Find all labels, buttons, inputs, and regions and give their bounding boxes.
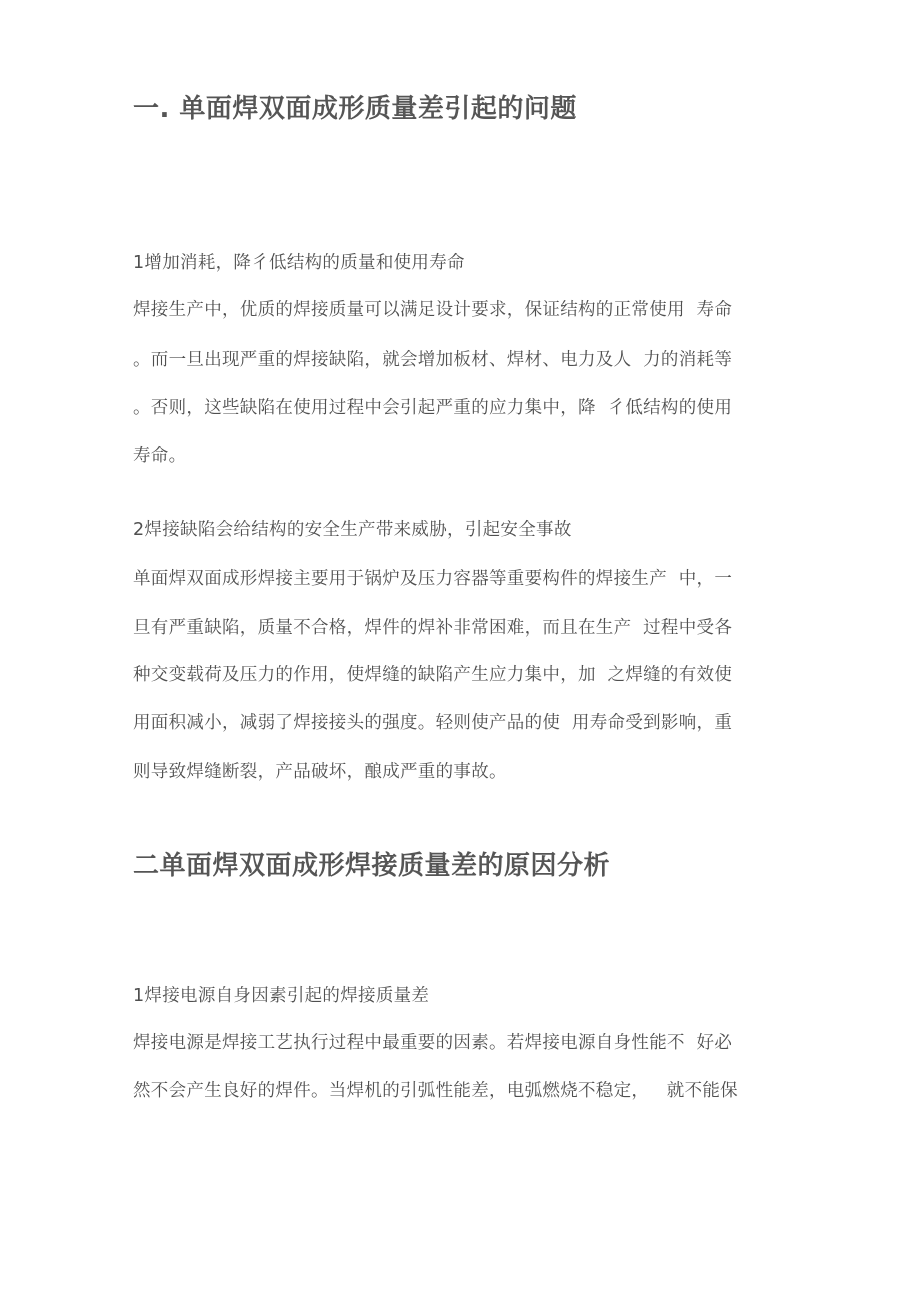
paragraph-line: 寿命。: [133, 446, 187, 466]
paragraph-line: 。否则，这些缺陷在使用过程中会引起严重的应力集中，降 彳低结构的使用: [133, 398, 733, 418]
subsection-title-2-1: 1焊接电源自身因素引起的焊接质量差: [133, 986, 430, 1006]
paragraph-line: 。而一旦出现严重的焊接缺陷，就会增加板材、焊材、电力及人 力的消耗等: [133, 350, 733, 370]
section-heading-1: 一. 单面焊双面成形质量差引起的问题: [133, 94, 577, 124]
paragraph-line: 则导致焊缝断裂，产品破坏，酿成严重的事故。: [133, 762, 507, 782]
paragraph-line: 焊接生产中，优质的焊接质量可以满足设计要求，保证结构的正常使用 寿命: [133, 300, 733, 320]
paragraph-line: 种交变载荷及压力的作用，使焊缝的缺陷产生应力集中，加 之焊缝的有效使: [133, 665, 733, 685]
subsection-title-1-2: 2焊接缺陷会给结构的安全生产带来威胁，引起安全事故: [133, 520, 572, 540]
paragraph-line: 旦有严重缺陷，质量不合格，焊件的焊补非常困难，而且在生产 过程中受各: [133, 618, 733, 638]
subsection-title-1-1: 1增加消耗，降彳低结构的质量和使用寿命: [133, 253, 465, 273]
paragraph-line: 然不会产生良好的焊件。当焊机的引弧性能差，电弧燃烧不稳定， 就不能保: [133, 1081, 738, 1101]
paragraph-line: 用面积减小，减弱了焊接接头的强度。轻则使产品的使 用寿命受到影响，重: [133, 713, 733, 733]
section-heading-2: 二单面焊双面成形焊接质量差的原因分析: [133, 851, 611, 881]
paragraph-line: 单面焊双面成形焊接主要用于锅炉及压力容器等重要构件的焊接生产 中，一: [133, 569, 733, 589]
paragraph-line: 焊接电源是焊接工艺执行过程中最重要的因素。若焊接电源自身性能不 好必: [133, 1033, 733, 1053]
